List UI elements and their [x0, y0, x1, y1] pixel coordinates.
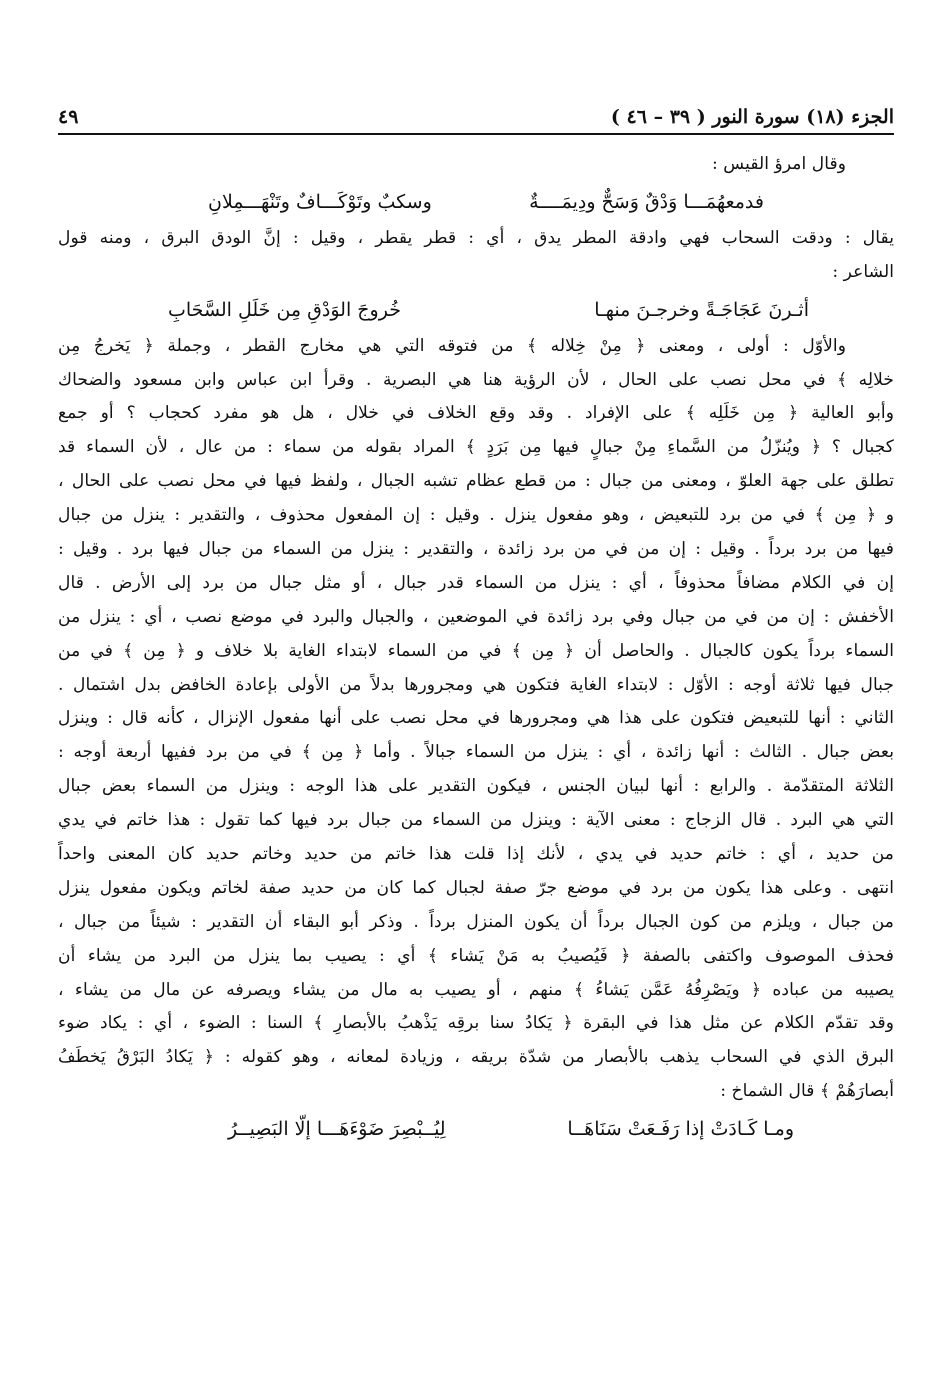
page-number: ٤٩ — [58, 106, 79, 128]
text-line: السماء برداً يكون كالجبال . والحاصل أن ﴿ مِن ﴾ في من السماء لابتداء الغاية بلا خلاف و ﴿ مِن ﴾ في من — [58, 640, 894, 661]
verse-first-hemistich: أثـرنَ عَجَاجَـةً وخرجـنَ منهـا — [594, 298, 809, 321]
text-line: خلالِه ﴾ في محل نصب على الحال ، لأن الرؤية هنا هي البصرية . وقرأ ابن عباس وابن مسعود والضحاك — [58, 369, 894, 390]
verse-first-hemistich: ومـا كَـادَتْ إذا رَفَـعَتْ سَنَاهَــا — [567, 1118, 794, 1141]
poem-verse — [58, 290, 894, 330]
text-line: و ﴿ مِن ﴾ في من برد للتبعيض ، وهو مفعول ينزل . وقيل : إن المفعول محذوف ، والتقدير : ينزل من جبال — [58, 505, 894, 526]
text-line: الأخفش : إن من في من جبال وفي برد زائدة في الموضعين ، والجبال والبرد في موضع نصب ، أي : ينزل من — [58, 606, 894, 627]
text-line: أبصارَهُمْ ﴾ قال الشماخ : — [720, 1081, 894, 1102]
verse-second-hemistich: خُروجَ الوَدْقِ مِن خَلَلِ السَّحَابِ — [168, 298, 401, 321]
page-header — [58, 98, 894, 128]
text-line: التي هي البرد . قال الزجاج : معنى الآية : وينزل من السماء من جبال برد فيها كما تقول : هذا خاتم في يدي — [58, 810, 894, 831]
document-page — [58, 0, 894, 1376]
verse-second-hemistich: لِيُــبْصِرَ ضَوْءَهَـــا إلّا البَصِيــرُ — [228, 1118, 446, 1141]
text-line: جبال فيها ثلاثة أوجه : الأوّل : لابتداء الغاية فتكون هي ومجرورها بدلاً من الأولى بإعادة الخافض بدل اشتمال . — [58, 674, 894, 695]
text-line: إن في الكلام مضافاً محذوفاً ، أي : ينزل من السماء قدر جبال ، أو مثل جبال من برد إلى الأرض . قال — [58, 572, 894, 593]
text-line: بعض جبال . الثالث : أنها زائدة ، أي : ينزل من السماء جبالاً . وأما ﴿ مِن ﴾ في من برد ففيها أربعة أوجه : — [58, 742, 894, 763]
text-line: تطلق على جهة العلوّ ، ومعنى من جبال : من قطع عظام تشبه الجبال ، ولفظ فيها في محل نصب على الحال ، — [58, 471, 894, 492]
text-line: وقال امرؤ القيس : — [712, 154, 846, 174]
poem-verse — [58, 1109, 894, 1149]
text-line: وأبو العالية ﴿ مِن خَلَلِه ﴾ على الإفراد . وقد وقع الخلاف في خلال ، هل هو مفرد كحجاب ؟ أو جمع — [58, 403, 894, 424]
text-line: الثاني : أنها للتبعيض فتكون على هذا هي ومجرورها في محل نصب على أنها مفعول الإنزال ، كأنه قال : وينزل — [58, 708, 894, 729]
text-line: والأوّل : أولى ، ومعنى ﴿ مِنْ خِلاله ﴾ من فتوقه التي هي مخارج القطر ، وجملة ﴿ يَخرجُ مِن — [58, 335, 846, 356]
text-line: يصيبه من عباده ﴿ ويَصْرِفُهُ عَمَّن يَشاءُ ﴾ منهم ، أو يصيب به مال من يشاء ويصرفه عن مال من يشاء ، — [58, 979, 894, 1000]
text-line: انتهى . وعلى هذا يكون من برد في موضع جرّ صفة لجبال كما كان من حديد صفة لخاتم ويكون مفعول ينزل — [58, 877, 894, 898]
text-line: كجبال ؟ ﴿ ويُنزّلُ من السَّماءِ مِنْ جبالٍ فيها مِن بَرَدٍ ﴾ المراد بقوله من سماء : من عال ، لأن السماء قد — [58, 437, 894, 458]
text-line: الثلاثة المتقدّمة . والرابع : أنها لبيان الجنس ، فيكون التقدير على هذا الوجه : وينزل من السماء بعض جبال — [58, 776, 894, 797]
header-rule — [58, 133, 894, 135]
verse-first-hemistich: فدمعهُمَـــا وَدْقٌ وَسَحٌّ ودِيمَــــةٌ — [529, 190, 764, 213]
running-title: الجزء (١٨) سورة النور ( ٣٩ – ٤٦ ) — [610, 106, 894, 128]
poem-verse — [58, 182, 894, 222]
text-line: من جبال ، ويلزم من كون الجبال برداً أن يكون المنزل برداً . وذكر أبو البقاء أن التقدير : شيئاً من جبال ، — [58, 911, 894, 932]
text-line: يقال : ودقت السحاب فهي وادقة المطر يدق ، أي : قطر يقطر ، وقيل : إنَّ الودق البرق ، ومنه قول — [58, 227, 894, 248]
text-line: من حديد ، أي : خاتم حديد في يدي ، لأنك إذا قلت هذا خاتم من حديد وخاتم حديد كان المعنى واحداً — [58, 844, 894, 865]
text-line: وقد تقدّم الكلام عن مثل هذا في البقرة ﴿ يَكادُ سنا برقِه يَذْهبُ بالأبصارِ ﴾ السنا : الضوء ، أي : يكاد ضوء — [58, 1013, 894, 1034]
text-line: فيها من برد برداً . وقيل : إن من في من برد زائدة ، والتقدير : ينزل من السماء من جبال فيها برد . وقيل : — [58, 539, 894, 560]
text-line: فحذف الموصوف واكتفى بالصفة ﴿ فَيُصيبُ به مَنْ يَشاء ﴾ أي : يصيب بما ينزل من البرد من يشاء أن — [58, 945, 894, 966]
body-text — [58, 148, 894, 1149]
text-line: الشاعر : — [832, 261, 894, 282]
verse-second-hemistich: وسكبٌ وتَوْكَـــافٌ وتَنْهَـــمِلانِ — [208, 190, 432, 213]
text-line: البرق الذي في السحاب يذهب بالأبصار من شدّة بريقه ، وزيادة لمعانه ، وهو كقوله : ﴿ يَكادُ البَرْقُ يَخطَفُ — [58, 1047, 894, 1068]
